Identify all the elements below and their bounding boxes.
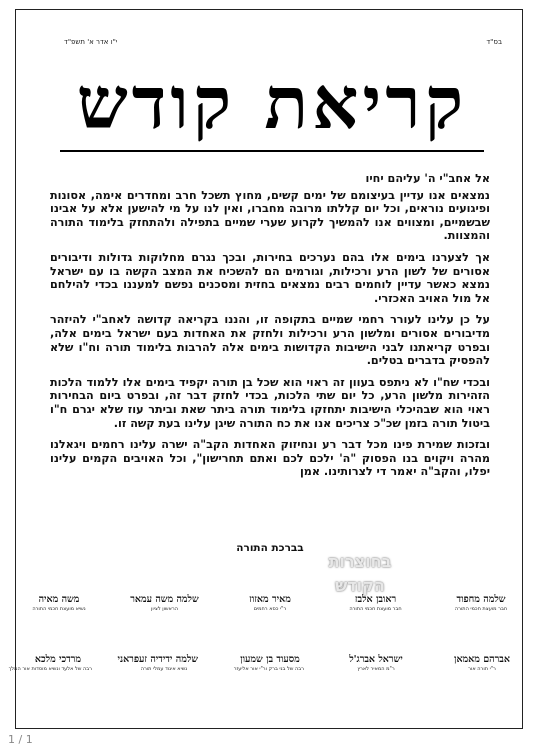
signature: [24, 594, 94, 613]
signature-title: רבה של אלעד ונשיא מוסדות אור המלך: [8, 666, 92, 672]
signature-title: נשיא מועצת חכמי התורה: [32, 606, 86, 612]
signature-title: רבה של בני ברק ור"י אור אליעזר: [233, 666, 304, 672]
paragraph-4: ובכדי שח"ו לא ניתפס בעוון זה ראוי הוא שכל בן תורה יקפיד בימים אלו ללמוד הלכות הזהירות מלשון הרע, כל יום שתי הלכות, בכדי לחזק דבר זה, ובפרט ביום הבחירות ראוי הוא שבהיכלי הישיבות יתחזקו בלימוד תורה ביתר שאת וביתר עוז שלא יגרם ח"ו ביטול תורה בזמן שכ"כ צריכים אנו את כח התורה שיגן עלינו בעת קשה זו.: [50, 375, 490, 430]
signature-name: אברהם מאמאן: [454, 654, 510, 665]
title-divider: [60, 150, 484, 152]
paragraph-5: ובזכות שמירת פינו מכל דבר רע ונחיזוק האחדות הקב"ה ישרה עלינו רחמים ויגאלנו מהרה ויקוים בנו הפסוק "ה' ילכם לכם ואתם תחרישון", וכל האויבים הקמים עלינו יפלו, והקב"ה יאמר די לצרותינו. אמן: [50, 438, 490, 479]
signature: [448, 654, 516, 673]
paragraph-2: אך לצערנו בימים אלו בהם נערכים בחירות, ובכך נגרם מחלוקות גדולות ודיבורים אסורים של לשון הרע ורכילות, וגורמים הם להשכיח את המצב הקשה בו עם ישראל נמצא כאשר עדיין לוחמים רבים נמצאים בחזית ומסכנים נפשם למעננו בכדי להילחם אל מול האויב האכזרי.: [50, 250, 490, 305]
paragraph-1: נמצאים אנו עדיין בעיצומם של ימים קשים, מחוץ תשכל חרב ומחדרים אימה, אסונות ופיגועים נוראים, וכל יום קללתו מרובה מחברו, ואין לנו על מי להישען אלא על אבינו שבשמיים, ומצווים אנו להמשיך לקרוע שערי שמיים בתפילה ולהתחזק בלימוד התורה והמצוות.: [50, 188, 490, 243]
signature-title: ר"י כסא רחמים: [253, 606, 287, 612]
stamp-text-line-1: בחוצרות: [328, 552, 392, 571]
document-date: י"ו אדר א' תשפ"ד: [64, 38, 118, 46]
signature-title: חבר מועצת חכמי התורה: [349, 606, 402, 612]
signature: [117, 654, 198, 673]
page-counter: 1 / 1: [8, 733, 33, 746]
signature: [8, 654, 92, 673]
document-title: קריאת קודש: [76, 60, 468, 145]
letter-body: [50, 172, 490, 487]
signature-name: ראובן אלבז: [354, 594, 397, 605]
signature: [235, 594, 305, 613]
signature-title: ר"מ המאיר לארץ: [357, 666, 395, 672]
signature-name: ישראל אברג'ל: [349, 654, 403, 665]
signature: [341, 594, 411, 613]
paragraph-3: על כן עלינו לעורר רחמי שמיים בתקופה זו, והננו בקריאה קדושה לאחב"י להיזהר מדיבורים אסורים ומלשון הרע ורכילות ולחזק את האחדות בעם ישראל בימים אלה, ובפרט קריאתנו לבני הישיבות הקדושות בימים אלה להרבות בלימוד תורה וח"ו שלא להפסיק בדברים בטלים.: [50, 313, 490, 368]
bsd-mark: בס"ד: [486, 38, 502, 46]
signature-name: מאיר מאזוז: [249, 594, 291, 605]
signature: [233, 654, 304, 673]
blessing-line: בברכת התורה: [236, 542, 304, 554]
signature-name: משה מאיה: [38, 594, 80, 605]
signature: [342, 654, 410, 673]
signature-name: מסעוד בן שמעון: [240, 654, 300, 665]
signature-name: מרדכי מלכא: [34, 654, 82, 665]
greeting-line: אל אחב"י ה' עליהם יחיו: [365, 172, 490, 185]
signatures-row-1: [24, 594, 516, 613]
signature: [446, 594, 516, 613]
signature-name: שלמה משה עמאר: [130, 594, 199, 605]
signature-name: שלמה מחפוד: [456, 594, 506, 605]
stamp-text-line-2: הקודש: [335, 576, 385, 595]
signature: [130, 594, 200, 613]
signature-title: נשיא איגוד עמלי תורה: [140, 666, 188, 672]
signature-name: שלמה ידידיה זעפראני: [117, 654, 198, 665]
signature-title: חבר מועצת חכמי התורה: [454, 606, 508, 612]
signature-title: הראשון לציון: [151, 606, 178, 612]
signature-title: ר"י תורה אור: [468, 666, 496, 672]
signatures-row-2: [8, 654, 516, 673]
